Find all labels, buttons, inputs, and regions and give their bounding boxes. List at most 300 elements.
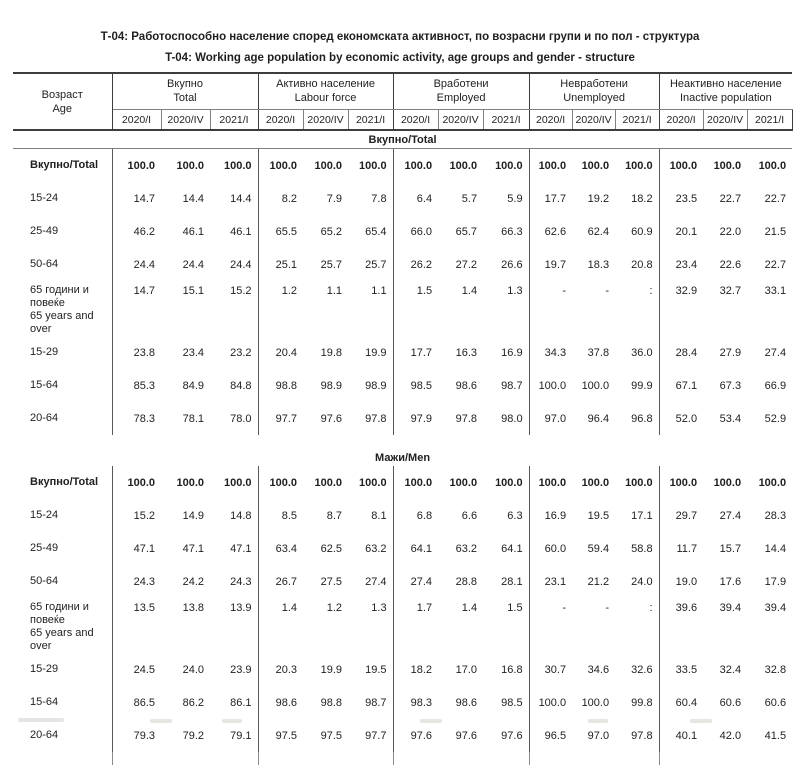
section-gap-cell — [13, 435, 792, 449]
value-cell: 26.2 — [393, 248, 438, 281]
value-cell: 15.2 — [230, 285, 252, 297]
value-cell: 67.3 — [719, 379, 742, 392]
value-cell: 62.4 — [587, 225, 610, 238]
value-cell: 98.7 — [501, 379, 523, 392]
table-row — [13, 466, 792, 499]
cutoff-cell — [348, 752, 393, 765]
value-cell: 1.4 — [461, 602, 478, 614]
value-cell: 25.7 — [320, 258, 343, 271]
column-group-header-mk: Вкупно — [167, 78, 203, 90]
period-header: 2020/I — [112, 110, 161, 131]
period-header: 2021/I — [483, 110, 529, 131]
value-cell: 1.2 — [326, 602, 343, 614]
value-cell: 22.7 — [764, 192, 787, 205]
cutoff-cell — [303, 752, 348, 765]
section-header-label: Вкупно/Total — [13, 130, 792, 149]
value-cell: 16.9 — [529, 499, 572, 532]
value-cell: 19.7 — [529, 248, 572, 281]
table-row — [13, 719, 792, 752]
value-cell: 97.0 — [529, 402, 572, 435]
value-cell: 100.0 — [359, 159, 387, 172]
value-cell: 98.9 — [320, 379, 343, 392]
value-cell: 14.4 — [764, 542, 787, 555]
value-cell: 37.8 — [587, 346, 610, 359]
value-cell: 100.0 — [112, 466, 161, 499]
value-cell: 39.4 — [719, 602, 742, 614]
value-cell: 65.5 — [258, 215, 303, 248]
value-cell: 100.0 — [224, 159, 252, 172]
value-cell: - — [605, 285, 610, 297]
value-cell: 14.9 — [182, 509, 204, 522]
column-group-header-en: Total — [173, 92, 197, 104]
column-group-header-en: Unemployed — [563, 92, 625, 104]
value-cell: 23.1 — [529, 565, 572, 598]
value-cell: 100.0 — [224, 476, 252, 489]
value-cell: 32.6 — [631, 663, 653, 676]
value-cell: 24.3 — [112, 565, 161, 598]
value-cell: 27.5 — [320, 575, 343, 588]
column-group-header-en: Employed — [436, 92, 486, 104]
column-group-header-mk: Активно население — [276, 78, 375, 90]
value-cell: 97.8 — [365, 412, 387, 425]
value-cell: 59.4 — [587, 542, 610, 555]
value-cell: 98.6 — [258, 686, 303, 719]
row-label — [13, 182, 112, 215]
value-cell: 100.0 — [529, 466, 572, 499]
value-cell: 100.0 — [529, 369, 572, 402]
value-cell: 1.3 — [371, 602, 387, 614]
value-cell: 79.1 — [230, 729, 252, 742]
value-cell: 100.0 — [758, 476, 787, 489]
table-header — [13, 73, 792, 130]
value-cell: 86.2 — [182, 696, 204, 709]
value-cell: 97.6 — [501, 729, 523, 742]
row-label-line-1: 15-64 — [30, 696, 59, 708]
value-cell: 17.7 — [529, 182, 572, 215]
cutoff-cell — [13, 752, 112, 765]
column-group-header — [659, 73, 792, 110]
cutoff-text-artifact — [420, 719, 442, 723]
value-cell: 98.6 — [455, 379, 478, 392]
value-cell: 27.4 — [365, 575, 387, 588]
value-cell: 1.2 — [258, 281, 303, 336]
cutoff-row — [13, 752, 792, 765]
value-cell: 16.8 — [501, 663, 523, 676]
cutoff-cell — [659, 752, 703, 765]
row-label-line-1: 50-64 — [30, 575, 59, 587]
value-cell: 19.8 — [320, 346, 343, 359]
period-header: 2021/I — [747, 110, 792, 131]
cutoff-cell — [112, 752, 161, 765]
value-cell: 53.4 — [719, 412, 742, 425]
value-cell: 1.7 — [393, 598, 438, 653]
value-cell: 24.0 — [631, 575, 653, 588]
value-cell: 26.7 — [258, 565, 303, 598]
value-cell: 97.0 — [587, 729, 610, 742]
value-cell: 100.0 — [393, 466, 438, 499]
age-column-header-en: Age — [52, 102, 73, 115]
period-header: 2020/IV — [161, 110, 210, 131]
value-cell: 24.3 — [230, 575, 252, 588]
value-cell: 17.1 — [631, 509, 653, 522]
table-row — [13, 598, 792, 653]
value-cell: 22.7 — [719, 192, 742, 205]
period-header: 2021/I — [348, 110, 393, 131]
value-cell: 79.3 — [112, 719, 161, 752]
value-cell: 14.8 — [230, 509, 252, 522]
value-cell: 39.4 — [764, 602, 787, 614]
row-label-line-1: 65 години и повеќе — [30, 284, 89, 309]
value-cell: - — [529, 281, 572, 336]
value-cell: 30.7 — [529, 653, 572, 686]
value-cell: 100.0 — [495, 476, 523, 489]
value-cell: 60.0 — [529, 532, 572, 565]
value-cell: 79.2 — [182, 729, 204, 742]
table-row — [13, 369, 792, 402]
value-cell: 100.0 — [529, 149, 572, 183]
value-cell: 20.8 — [631, 258, 653, 271]
value-cell: 47.1 — [182, 542, 204, 555]
value-cell: 66.3 — [501, 225, 523, 238]
value-cell: 78.0 — [230, 412, 252, 425]
row-label — [13, 532, 112, 565]
value-cell: 23.8 — [112, 336, 161, 369]
value-cell: 6.3 — [507, 509, 523, 522]
value-cell: 66.9 — [764, 379, 787, 392]
row-label-line-1: 15-64 — [30, 379, 59, 391]
value-cell: 24.2 — [182, 575, 204, 588]
table-row — [13, 336, 792, 369]
value-cell: 1.1 — [371, 285, 387, 297]
cutoff-cell — [572, 752, 615, 765]
value-cell: 32.4 — [719, 663, 742, 676]
value-cell: 14.4 — [182, 192, 204, 205]
value-cell: 100.0 — [112, 149, 161, 183]
value-cell: 13.8 — [182, 602, 204, 614]
value-cell: 17.6 — [719, 575, 742, 588]
row-label-line-1: 25-49 — [30, 542, 59, 554]
value-cell: 23.5 — [659, 182, 703, 215]
value-cell: 14.7 — [112, 281, 161, 336]
value-cell: 96.4 — [587, 412, 610, 425]
value-cell: 20.1 — [659, 215, 703, 248]
value-cell: 1.3 — [507, 285, 523, 297]
cutoff-cell — [258, 752, 303, 765]
value-cell: 63.4 — [258, 532, 303, 565]
value-cell: 27.4 — [719, 509, 742, 522]
row-label — [13, 248, 112, 281]
value-cell: 100.0 — [449, 159, 478, 172]
value-cell: 24.4 — [182, 258, 204, 271]
value-cell: 22.0 — [719, 225, 742, 238]
value-cell: 32.8 — [764, 663, 787, 676]
table-body — [13, 130, 792, 765]
table-row — [13, 281, 792, 336]
row-label — [13, 466, 112, 499]
value-cell: 18.3 — [587, 258, 610, 271]
row-label-line-1: 15-29 — [30, 663, 59, 675]
value-cell: 17.9 — [764, 575, 787, 588]
cutoff-cell — [529, 752, 572, 765]
period-header: 2020/I — [258, 110, 303, 131]
value-cell: 78.3 — [112, 402, 161, 435]
row-label — [13, 281, 112, 336]
value-cell: 98.6 — [455, 696, 478, 709]
row-label-line-1: 20-64 — [30, 729, 59, 741]
value-cell: 34.3 — [529, 336, 572, 369]
value-cell: 18.2 — [393, 653, 438, 686]
value-cell: 97.5 — [258, 719, 303, 752]
value-cell: 97.7 — [365, 729, 387, 742]
value-cell: 22.6 — [719, 258, 742, 271]
value-cell: 24.0 — [182, 663, 204, 676]
row-label-line-1: Вкупно/Total — [30, 476, 99, 488]
value-cell: 15.2 — [112, 499, 161, 532]
value-cell: 28.4 — [659, 336, 703, 369]
value-cell: 100.0 — [713, 159, 742, 172]
value-cell: 65.2 — [320, 225, 343, 238]
cutoff-text-artifact — [690, 719, 712, 723]
row-label-line-1: 65 години и повеќе — [30, 601, 89, 626]
value-cell: 98.8 — [258, 369, 303, 402]
value-cell: 6.6 — [461, 509, 478, 522]
value-cell: 23.2 — [230, 346, 252, 359]
row-label-line-2: 65 years and over — [30, 627, 94, 652]
value-cell: 64.1 — [393, 532, 438, 565]
value-cell: 64.1 — [501, 542, 523, 555]
period-header: 2020/I — [659, 110, 703, 131]
cutoff-cell — [161, 752, 210, 765]
value-cell: 98.0 — [501, 412, 523, 425]
value-cell: 23.4 — [182, 346, 204, 359]
value-cell: 100.0 — [625, 476, 653, 489]
value-cell: 20.4 — [258, 336, 303, 369]
value-cell: 24.4 — [230, 258, 252, 271]
value-cell: 8.2 — [258, 182, 303, 215]
row-label — [13, 719, 112, 752]
value-cell: 1.5 — [507, 602, 523, 614]
value-cell: 97.7 — [258, 402, 303, 435]
value-cell: 13.5 — [112, 598, 161, 653]
period-header: 2020/IV — [572, 110, 615, 131]
value-cell: 17.7 — [393, 336, 438, 369]
section-header-row — [13, 130, 792, 149]
table-row — [13, 248, 792, 281]
section-header-row — [13, 449, 792, 466]
row-label — [13, 369, 112, 402]
row-label-line-2: 65 years and over — [30, 310, 94, 335]
value-cell: 100.0 — [581, 476, 610, 489]
value-cell: 100.0 — [659, 466, 703, 499]
value-cell: 15.7 — [719, 542, 742, 555]
value-cell: 63.2 — [365, 542, 387, 555]
value-cell: 17.0 — [455, 663, 478, 676]
value-cell: - — [529, 598, 572, 653]
cutoff-cell — [393, 752, 438, 765]
value-cell: 39.6 — [659, 598, 703, 653]
value-cell: 100.0 — [314, 159, 343, 172]
period-header-row — [13, 110, 792, 131]
value-cell: 84.8 — [230, 379, 252, 392]
value-cell: 28.1 — [501, 575, 523, 588]
value-cell: 52.9 — [764, 412, 787, 425]
value-cell: 7.8 — [371, 192, 387, 205]
value-cell: 28.3 — [764, 509, 787, 522]
value-cell: 100.0 — [449, 476, 478, 489]
value-cell: 100.0 — [529, 686, 572, 719]
age-column-header-mk: Возраст — [41, 88, 83, 101]
cutoff-text-artifact — [150, 719, 172, 723]
value-cell: 8.1 — [371, 509, 387, 522]
value-cell: 1.4 — [461, 285, 478, 297]
value-cell: 100.0 — [176, 159, 204, 172]
value-cell: 1.4 — [258, 598, 303, 653]
column-group-header-en: Labour force — [294, 92, 357, 104]
value-cell: 33.5 — [659, 653, 703, 686]
value-cell: 84.9 — [182, 379, 204, 392]
report-title-mk: Т-04: Работоспособно население според економската активност, по возрасни групи и по пол - структура — [100, 31, 700, 43]
value-cell: 100.0 — [581, 696, 610, 709]
value-cell: 19.9 — [320, 663, 343, 676]
value-cell: - — [605, 602, 610, 614]
value-cell: 11.7 — [659, 532, 703, 565]
cutoff-text-artifact — [588, 719, 608, 723]
value-cell: 60.6 — [764, 696, 787, 709]
value-cell: 97.6 — [455, 729, 478, 742]
cutoff-text-artifact — [18, 718, 64, 722]
value-cell: 1.5 — [393, 281, 438, 336]
value-cell: 24.5 — [112, 653, 161, 686]
value-cell: 97.9 — [393, 402, 438, 435]
value-cell: 5.9 — [507, 192, 523, 205]
row-label — [13, 686, 112, 719]
value-cell: 86.1 — [230, 696, 252, 709]
value-cell: 100.0 — [713, 476, 742, 489]
value-cell: 8.7 — [326, 509, 343, 522]
value-cell: 27.9 — [719, 346, 742, 359]
working-age-population-table — [13, 72, 793, 765]
table-row — [13, 149, 792, 183]
value-cell: 100.0 — [258, 149, 303, 183]
value-cell: 19.5 — [587, 509, 610, 522]
value-cell: 100.0 — [581, 159, 610, 172]
table-row — [13, 686, 792, 719]
value-cell: 34.6 — [587, 663, 610, 676]
value-cell: 19.5 — [365, 663, 387, 676]
table-row — [13, 565, 792, 598]
table-row — [13, 499, 792, 532]
value-cell: 52.0 — [659, 402, 703, 435]
cutoff-text-artifact — [222, 719, 242, 723]
value-cell: 46.1 — [182, 225, 204, 238]
value-cell: 15.1 — [182, 285, 204, 297]
value-cell: 86.5 — [112, 686, 161, 719]
period-header: 2021/I — [210, 110, 258, 131]
value-cell: 97.6 — [320, 412, 343, 425]
value-cell: 47.1 — [112, 532, 161, 565]
value-cell: 46.2 — [112, 215, 161, 248]
value-cell: 42.0 — [719, 729, 742, 742]
value-cell: 22.7 — [764, 258, 787, 271]
period-header: 2020/I — [393, 110, 438, 131]
value-cell: 100.0 — [625, 159, 653, 172]
report-title-en: T-04: Working age population by economic activity, age groups and gender - structure — [165, 52, 635, 64]
value-cell: 47.1 — [230, 542, 252, 555]
value-cell: 19.9 — [365, 346, 387, 359]
value-cell: 67.1 — [659, 369, 703, 402]
value-cell: 97.8 — [455, 412, 478, 425]
row-label-line-1: 25-49 — [30, 225, 59, 237]
column-group-header — [112, 73, 258, 110]
value-cell: 26.6 — [501, 258, 523, 271]
row-label-line-1: 15-29 — [30, 346, 59, 358]
value-cell: 7.9 — [326, 192, 343, 205]
value-cell: 98.9 — [365, 379, 387, 392]
row-label — [13, 499, 112, 532]
value-cell: 98.7 — [365, 696, 387, 709]
period-header: 2020/IV — [703, 110, 747, 131]
row-label — [13, 402, 112, 435]
value-cell: 65.4 — [365, 225, 387, 238]
value-cell: 23.4 — [659, 248, 703, 281]
row-label — [13, 653, 112, 686]
value-cell: 60.9 — [631, 225, 653, 238]
value-cell: 100.0 — [393, 149, 438, 183]
value-cell: 98.5 — [393, 369, 438, 402]
cutoff-cell — [483, 752, 529, 765]
value-cell: 27.2 — [455, 258, 478, 271]
value-cell: 65.7 — [455, 225, 478, 238]
value-cell: 58.8 — [631, 542, 653, 555]
age-column-header — [13, 73, 112, 130]
column-group-header-mk: Неактивно население — [669, 78, 782, 90]
column-group-header — [393, 73, 529, 110]
value-cell: 1.1 — [326, 285, 343, 297]
value-cell: 100.0 — [581, 379, 610, 392]
row-label — [13, 149, 112, 183]
value-cell: 40.1 — [659, 719, 703, 752]
value-cell: 33.1 — [764, 285, 787, 297]
value-cell: 18.2 — [631, 192, 653, 205]
column-group-header-en: Inactive population — [679, 92, 772, 104]
value-cell: 97.6 — [393, 719, 438, 752]
table-row — [13, 402, 792, 435]
cutoff-cell — [747, 752, 792, 765]
column-group-header-mk: Невработени — [560, 78, 628, 90]
value-cell: 23.9 — [230, 663, 252, 676]
value-cell: 16.9 — [501, 346, 523, 359]
value-cell: 62.6 — [529, 215, 572, 248]
value-cell: 27.4 — [764, 346, 787, 359]
value-cell: : — [649, 602, 653, 614]
value-cell: 98.5 — [501, 696, 523, 709]
value-cell: 46.1 — [230, 225, 252, 238]
value-cell: 29.7 — [659, 499, 703, 532]
row-label-line-1: Вкупно/Total — [30, 159, 99, 171]
row-label-line-1: 50-64 — [30, 258, 59, 270]
value-cell: 5.7 — [461, 192, 478, 205]
value-cell: 60.6 — [719, 696, 742, 709]
section-header-label: Мажи/Men — [375, 451, 431, 464]
column-group-header — [258, 73, 393, 110]
period-header: 2020/I — [529, 110, 572, 131]
cutoff-cell — [703, 752, 747, 765]
group-header-row — [13, 73, 792, 110]
value-cell: 66.0 — [393, 215, 438, 248]
value-cell: 100.0 — [258, 466, 303, 499]
value-cell: 32.7 — [719, 285, 742, 297]
value-cell: 100.0 — [359, 476, 387, 489]
